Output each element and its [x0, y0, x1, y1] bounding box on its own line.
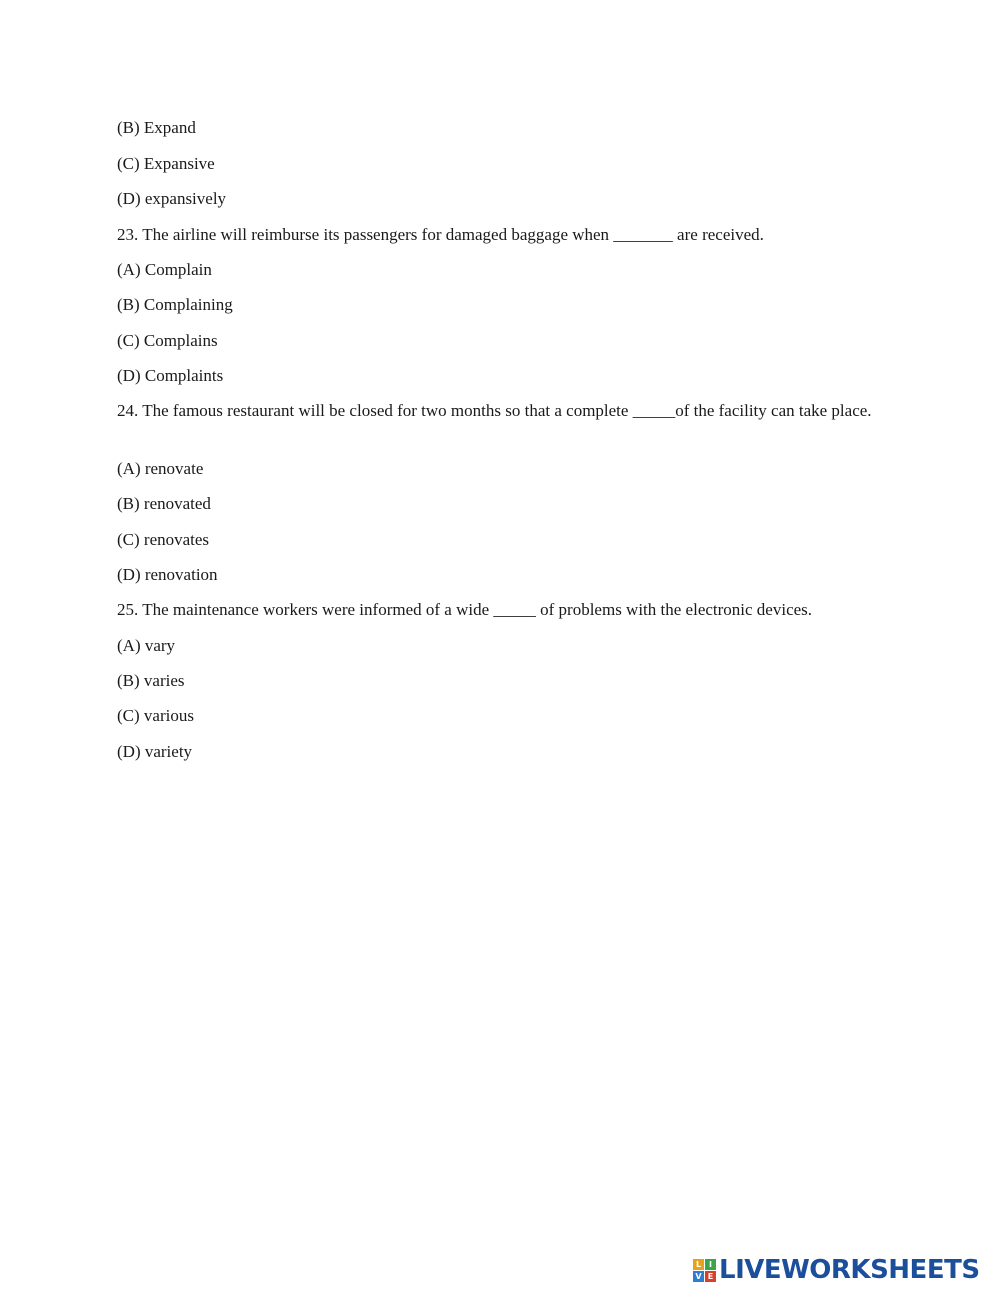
option-a-q24: (A) renovate — [117, 459, 204, 478]
option-a-q23: (A) Complain — [117, 260, 212, 279]
liveworksheets-logo-icon — [693, 1259, 716, 1282]
option-b-q23: (B) Complaining — [117, 295, 233, 314]
liveworksheets-logo — [693, 1256, 980, 1284]
logo-mark-cell: V — [693, 1271, 704, 1282]
option-c-q24: (C) renovates — [117, 530, 210, 549]
option-b-q24: (B) renovated — [117, 494, 211, 513]
option-a-q25: (A) vary — [117, 636, 176, 655]
question-23: 23. The airline will reimburse its passengers for damaged baggage when _______ are received. — [117, 225, 764, 244]
logo-mark-cell: E — [705, 1271, 716, 1282]
option-d-q22: (D) expansively — [117, 189, 227, 208]
option-d-q24: (D) renovation — [117, 565, 218, 584]
question-25: 25. The maintenance workers were informed of a wide _____ of problems with the electronic devices. — [117, 600, 813, 619]
option-c-q25: (C) various — [117, 706, 194, 725]
logo-mark-cell: I — [705, 1259, 716, 1270]
option-c-q23: (C) Complains — [117, 331, 218, 350]
option-d-q23: (D) Complaints — [117, 366, 224, 385]
option-d-q25: (D) variety — [117, 742, 193, 761]
logo-text: LIVEWORKSHEETS — [719, 1255, 980, 1285]
option-b-q22: (B) Expand — [117, 118, 196, 137]
option-b-q25: (B) varies — [117, 671, 185, 690]
option-c-q22: (C) Expansive — [117, 154, 215, 173]
question-24: 24. The famous restaurant will be closed for two months so that a complete _____of the facility can take place. — [117, 401, 872, 420]
logo-mark-cell: L — [693, 1259, 704, 1270]
